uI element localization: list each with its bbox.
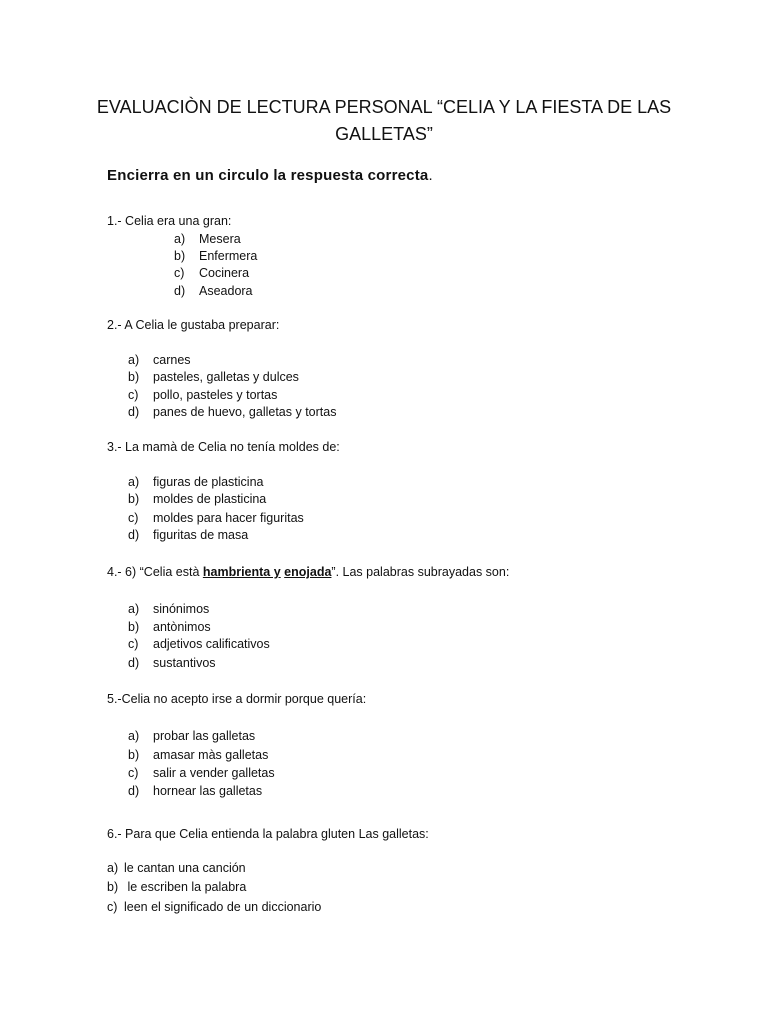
option-label: a) <box>128 602 140 616</box>
option-label: b) <box>107 880 119 894</box>
option-label: b) <box>128 620 140 634</box>
option-label: b) <box>128 748 140 762</box>
option-label: d) <box>128 528 140 542</box>
q3-option-b[interactable] <box>128 491 266 507</box>
option-text: antònimos <box>153 620 211 634</box>
q4-option-a[interactable] <box>128 601 209 617</box>
question-6: 6.- Para que Celia entienda la palabra gluten Las galletas: <box>107 827 429 841</box>
option-label: c) <box>128 766 139 780</box>
q4-suffix: ”. Las palabras subrayadas son: <box>331 565 510 579</box>
instruction-period: . <box>428 167 433 184</box>
option-label: b) <box>128 370 140 384</box>
q2-option-c[interactable] <box>128 387 277 403</box>
q2-option-d[interactable] <box>128 404 336 420</box>
q2-option-a[interactable] <box>128 352 191 368</box>
q1-option-d[interactable] <box>174 283 253 299</box>
option-label: d) <box>128 656 140 670</box>
instruction-text: Encierra en un circulo la respuesta correcta <box>107 167 429 184</box>
option-text: moldes para hacer figuritas <box>153 511 304 525</box>
option-label: d) <box>128 784 140 798</box>
q5-option-d[interactable] <box>128 783 262 799</box>
option-text: figuras de plasticina <box>153 475 264 489</box>
option-label: c) <box>128 511 139 525</box>
option-text: le escriben la palabra <box>124 880 247 894</box>
q4-option-c[interactable] <box>128 636 270 652</box>
question-4 <box>107 564 509 580</box>
q4-underlined-word-1: hambrienta y <box>202 565 281 579</box>
option-label: c) <box>128 637 139 651</box>
option-label: d) <box>128 405 140 419</box>
option-text: sustantivos <box>153 656 216 670</box>
option-text: le cantan una canción <box>124 861 246 875</box>
q3-option-c[interactable] <box>128 510 304 526</box>
option-text: panes de huevo, galletas y tortas <box>153 405 337 419</box>
q1-option-a[interactable] <box>174 231 241 247</box>
option-label: d) <box>174 284 186 298</box>
q5-option-c[interactable] <box>128 765 275 781</box>
q4-option-b[interactable] <box>128 619 211 635</box>
q6-option-b[interactable] <box>107 879 246 895</box>
option-label: c) <box>107 900 118 914</box>
option-label: a) <box>107 861 119 875</box>
option-text: moldes de plasticina <box>153 492 267 506</box>
question-2: 2.- A Celia le gustaba preparar: <box>107 318 280 332</box>
option-text: Mesera <box>199 232 241 246</box>
option-text: Aseadora <box>199 284 253 298</box>
q6-option-a[interactable] <box>107 860 246 876</box>
instruction <box>107 167 433 184</box>
option-label: c) <box>174 266 185 280</box>
title-line-1: EVALUACIÒN DE LECTURA PERSONAL “CELIA Y LA FIESTA DE LAS <box>96 97 672 117</box>
q5-option-a[interactable] <box>128 728 255 744</box>
option-label: c) <box>128 388 139 402</box>
option-label: a) <box>128 353 140 367</box>
q3-option-a[interactable] <box>128 474 263 490</box>
option-text: amasar màs galletas <box>153 748 269 762</box>
option-text: Enfermera <box>199 249 258 263</box>
q4-underlined-word-2: enojada <box>284 565 332 579</box>
option-text: Cocinera <box>199 266 250 280</box>
option-label: a) <box>174 232 186 246</box>
option-text: salir a vender galletas <box>153 766 275 780</box>
q3-option-d[interactable] <box>128 527 248 543</box>
option-text: leen el significado de un diccionario <box>124 900 322 914</box>
option-text: carnes <box>153 353 191 367</box>
option-label: a) <box>128 729 140 743</box>
q6-option-c[interactable] <box>107 899 321 915</box>
question-1: 1.- Celia era una gran: <box>107 214 232 228</box>
option-text: sinónimos <box>153 602 210 616</box>
title-line-2: GALLETAS” <box>335 124 433 144</box>
document-title <box>90 94 678 148</box>
option-text: adjetivos calificativos <box>153 637 270 651</box>
option-text: hornear las galletas <box>153 784 263 798</box>
q2-option-b[interactable] <box>128 369 299 385</box>
option-text: figuritas de masa <box>153 528 249 542</box>
question-3: 3.- La mamà de Celia no tenía moldes de: <box>107 440 340 454</box>
option-label: a) <box>128 475 140 489</box>
q1-option-c[interactable] <box>174 265 249 281</box>
option-text: pasteles, galletas y dulces <box>153 370 299 384</box>
option-label: b) <box>174 249 186 263</box>
q4-prefix: 4.- 6) “Celia està <box>107 565 203 579</box>
option-text: probar las galletas <box>153 729 256 743</box>
option-label: b) <box>128 492 140 506</box>
option-text: pollo, pasteles y tortas <box>153 388 278 402</box>
question-5: 5.-Celia no acepto irse a dormir porque quería: <box>107 692 367 706</box>
q4-option-d[interactable] <box>128 655 216 671</box>
q5-option-b[interactable] <box>128 747 268 763</box>
q1-option-b[interactable] <box>174 248 257 264</box>
